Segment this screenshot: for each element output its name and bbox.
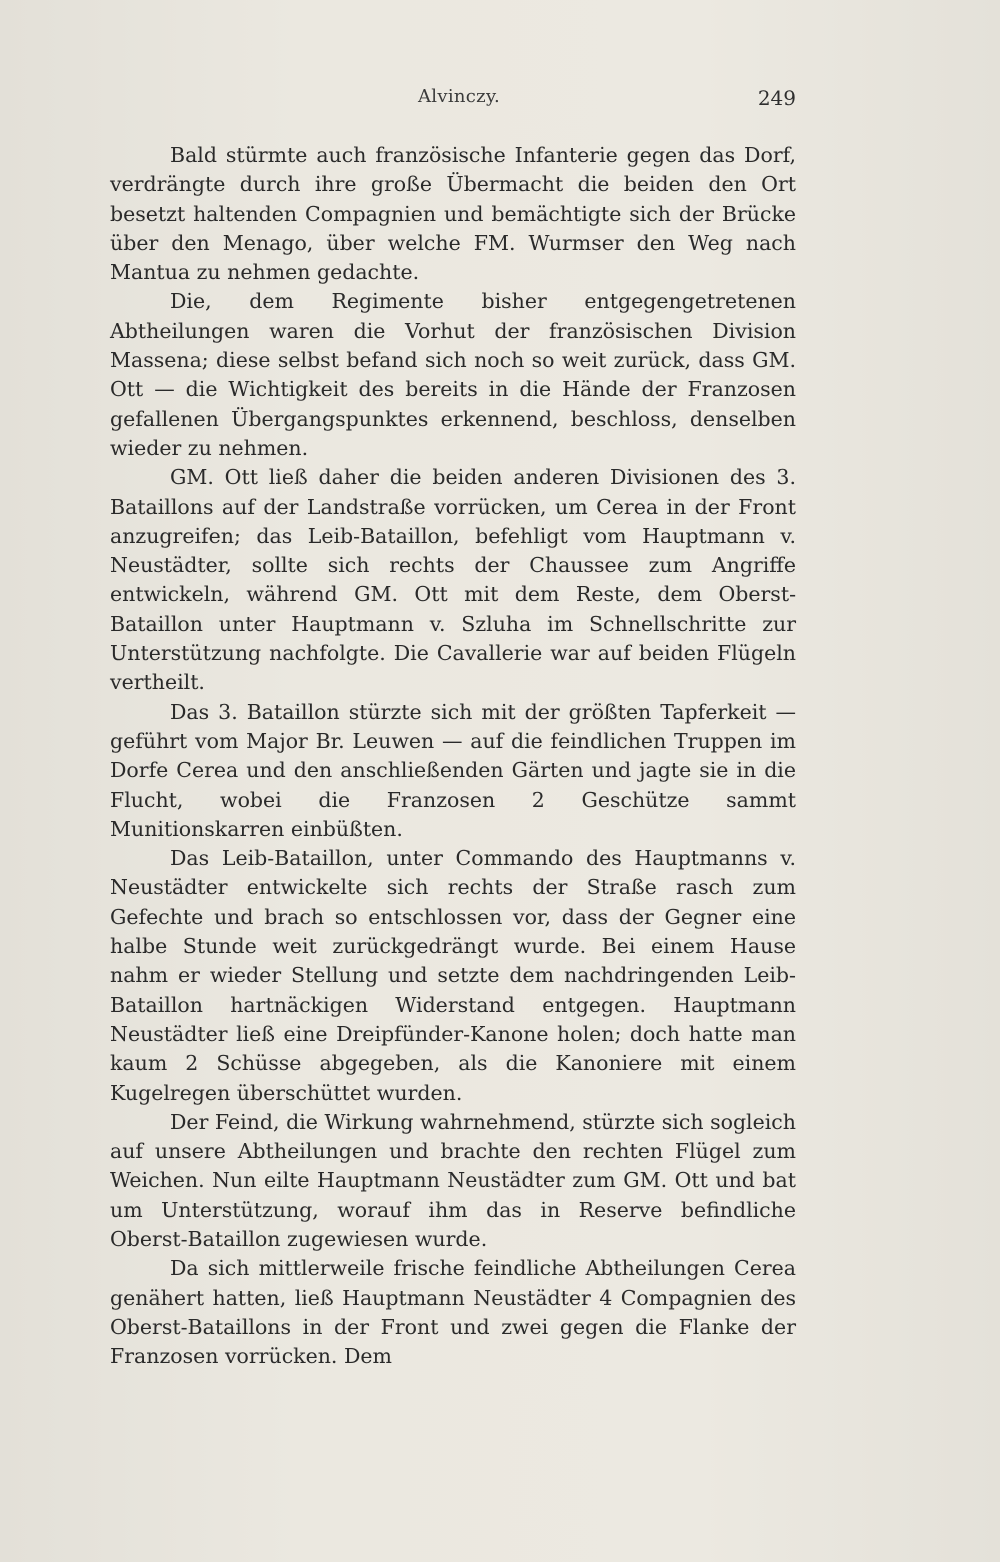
page-number: 249 (757, 86, 796, 110)
paragraph: Da sich mittlerweile frische feindliche Abtheilungen Cerea genähert hatten, ließ Hauptmann Neustädter 4 Compagnien des Oberst-Bataillons in der Front und zwei gegen die Flanke der Franzosen vorrücken. Dem (110, 1256, 796, 1369)
paragraph: Die, dem Regimente bisher entgegengetretenen Abtheilungen waren die Vorhut der französischen Division Massena; diese selbst befand sich noch so weit zurück, dass GM. Ott — die Wichtigkeit des bereits in die Hände der Franzosen gefallenen Übergangspunktes erkennend, beschloss, denselben wieder zu nehmen. (110, 289, 796, 460)
body-text (110, 141, 796, 1371)
paragraph: Das Leib-Bataillon, unter Commando des Hauptmanns v. Neustädter entwickelte sich rechts der Straße rasch zum Gefechte und brach so entschlossen vor, dass der Gegner eine halbe Stunde weit zurückgedrängt wurde. Bei einem Hause nahm er wieder Stellung und setzte dem nachdringenden Leib-Bataillon hartnäckigen Widerstand entgegen. Hauptmann Neustädter ließ eine Dreipfünder-Kanone holen; doch hatte man kaum 2 Schüsse abgegeben, als die Kanoniere mit einem Kugelregen überschüttet wurden. (110, 846, 796, 1105)
paragraph: Bald stürmte auch französische Infanterie gegen das Dorf, verdrängte durch ihre große Übermacht die beiden den Ort besetzt haltenden Compagnien und bemächtigte sich der Brücke über den Menago, über welche FM. Wurmser den Weg nach Mantua zu nehmen gedachte. (110, 143, 796, 285)
paragraph: Der Feind, die Wirkung wahrnehmend, stürzte sich sogleich auf unsere Abtheilungen und brachte den rechten Flügel zum Weichen. Nun eilte Hauptmann Neustädter zum GM. Ott und bat um Unterstützung, worauf ihm das in Reserve befindliche Oberst-Bataillon zugewiesen wurde. (110, 1109, 796, 1251)
page-header (110, 86, 796, 116)
paragraph: GM. Ott ließ daher die beiden anderen Divisionen des 3. Bataillons auf der Landstraße vorrücken, um Cerea in der Front anzugreifen; das Leib-Bataillon, befehligt vom Hauptmann v. Neustädter, sollte sich rechts der Chaussee zum Angriffe entwickeln, während GM. Ott mit dem Reste, dem Oberst-Bataillon unter Hauptmann v. Szluha im Schnellschritte zur Unterstützung nachfolgte. Die Cavallerie war auf beiden Flügeln vertheilt. (110, 465, 796, 695)
running-head: Alvinczy. (418, 86, 501, 107)
paragraph: Das 3. Bataillon stürzte sich mit der größten Tapferkeit — geführt vom Major Br. Leuwen — auf die feindlichen Truppen im Dorfe Cerea und den anschließenden Gärten und jagte sie in die Flucht, wobei die Franzosen 2 Geschütze sammt Munitionskarren einbüßten. (110, 699, 796, 841)
